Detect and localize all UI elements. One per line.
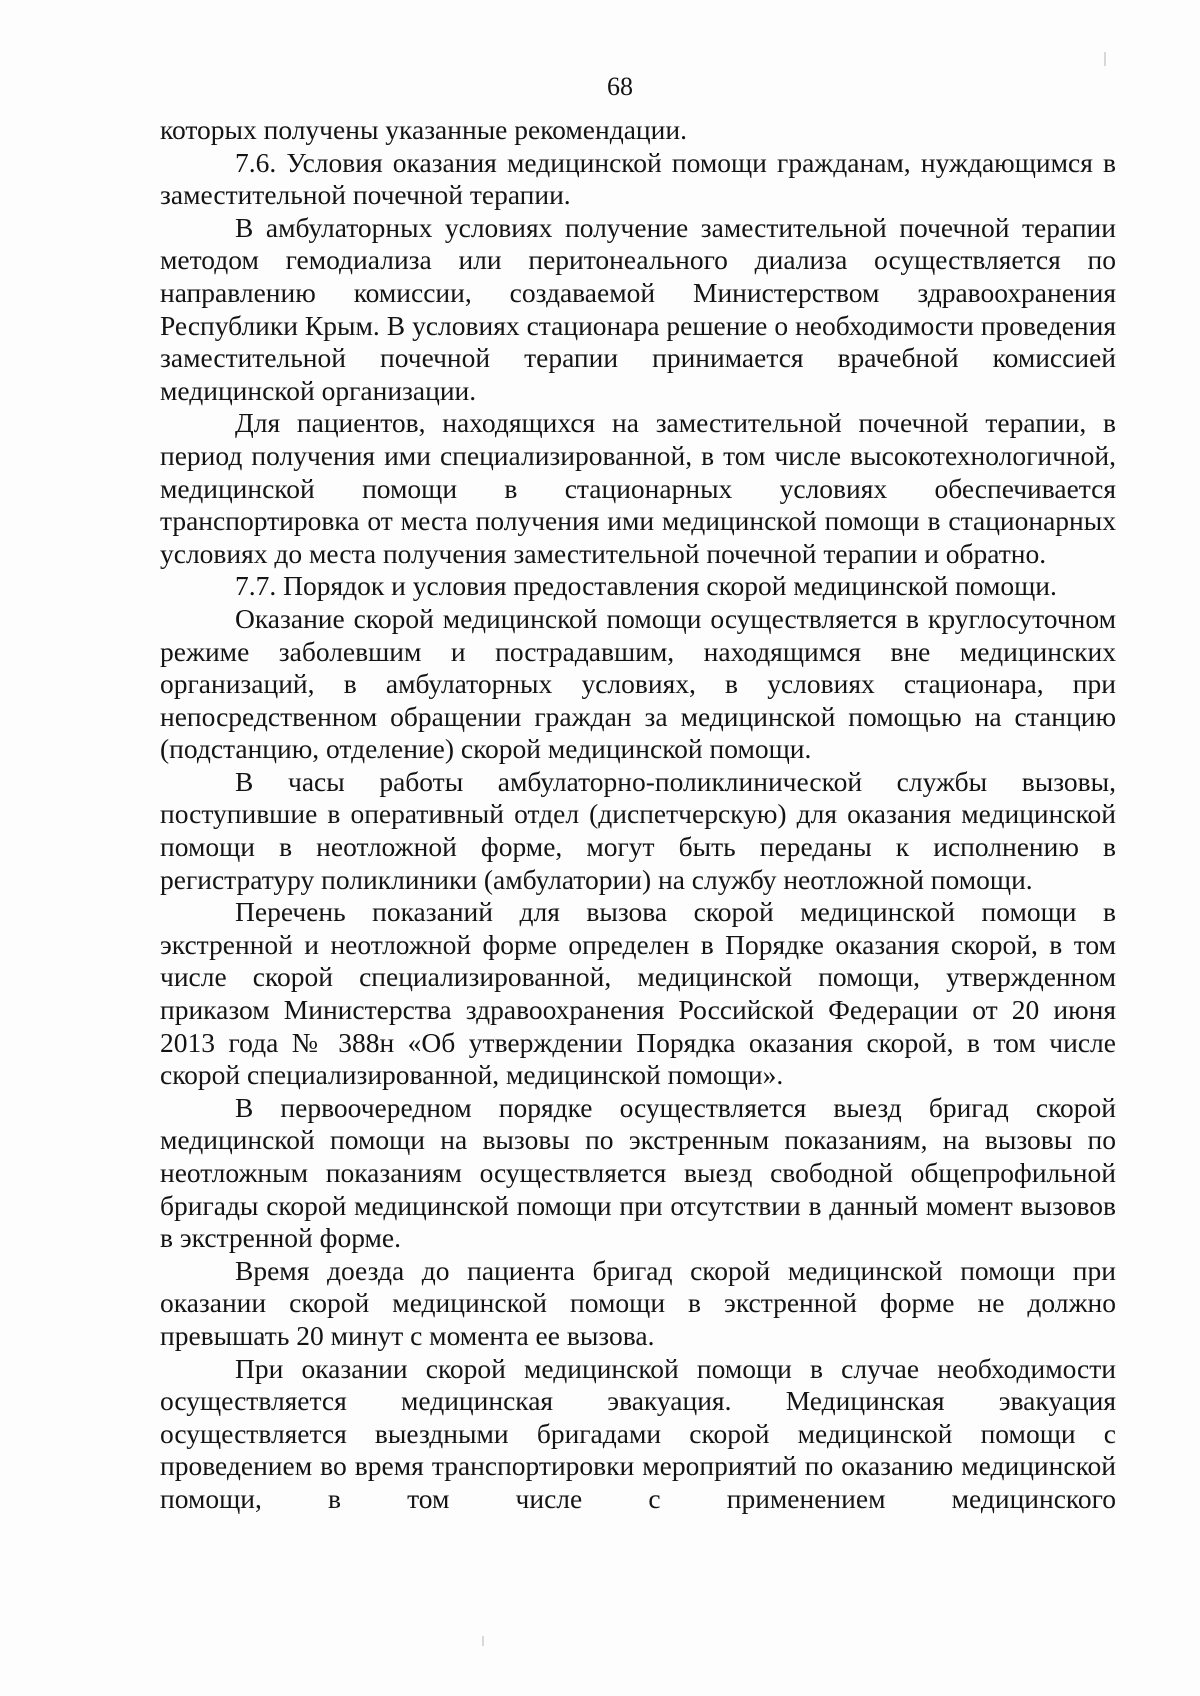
paragraph-continuation: которых получены указанные рекомендации. xyxy=(160,114,687,145)
section-heading-7-7: 7.7. Порядок и условия предоставления скорой медицинской помощи. xyxy=(235,570,1057,602)
paragraph-priority-dispatch: В первоочередном порядке осуществляется выезд бригад скорой медицинской помощи на вызовы по экстренным показаниям, на вызовы по неотложным показаниям осуществляется выезд свободной общепрофильной бригады скорой медицинской помощи при отсутствии в данный момент вызовов в экстренной форме. xyxy=(160,1091,1116,1254)
section-heading-7-6: 7.6. Условия оказания медицинской помощи гражданам, нуждающимся в заместительной почечной терапии. xyxy=(160,146,1116,211)
paragraph-indications-list: Перечень показаний для вызова скорой медицинской помощи в экстренной и неотложной форме определен в Порядке оказания скорой, в том числе скорой специализированной, медицинской помощи, утвержденном приказом Министерства здравоохранения Российской Федерации от 20 июня 2013 года № 388н «Об утверждении Порядка оказания скорой, в том числе скорой специализированной, медицинской помощи». xyxy=(160,896,1116,1091)
paragraph-working-hours-calls: В часы работы амбулаторно-поликлинической службы вызовы, поступившие в оперативный отдел (диспетчерскую) для оказания медицинской помощи в неотложной форме, могут быть переданы к исполнению в регистратуру поликлиники (амбулатории) на службу неотложной помощи. xyxy=(160,765,1116,895)
page-number: 68 xyxy=(607,72,633,101)
paragraph-outpatient-dialysis: В амбулаторных условиях получение заместительной почечной терапии методом гемодиализа или перитонеального диализа осуществляется по направлению комиссии, создаваемой Министерством здравоохранения Республики Крым. В условиях стационара решение о необходимости проведения заместительной почечной терапии принимается врачебной комиссией медицинской организации. xyxy=(160,211,1116,406)
scan-artifact xyxy=(1104,52,1106,66)
paragraph-emergency-care-provision: Оказание скорой медицинской помощи осуществляется в круглосуточном режиме заболевшим и пострадавшим, находящимся вне медицинских организаций, в амбулаторных условиях, в условиях стационара, при непосредственном обращении граждан за медицинской помощью на станцию (подстанцию, отделение) скорой медицинской помощи. xyxy=(160,602,1116,765)
paragraph-transport-dialysis: Для пациентов, находящихся на заместительной почечной терапии, в период получения ими специализированной, в том числе высокотехнологичной, медицинской помощи в стационарных условиях обеспечивается транспортировка от места получения ими медицинской помощи в стационарных условиях до места получения заместительной почечной терапии и обратно. xyxy=(160,407,1116,569)
paragraph-medical-evacuation: При оказании скорой медицинской помощи в случае необходимости осуществляется медицинская эвакуация. Медицинская эвакуация осуществляется выездными бригадами скорой медицинской помощи с проведением во время транспортировки мероприятий по оказанию медицинской помощи, в том числе с применением медицинского xyxy=(160,1352,1116,1514)
scan-artifact xyxy=(482,1636,484,1646)
document-body xyxy=(160,114,1116,1516)
paragraph-arrival-time: Время доезда до пациента бригад скорой медицинской помощи при оказании скорой медицинской помощи в экстренной форме не должно превышать 20 минут с момента ее вызова. xyxy=(160,1254,1116,1351)
